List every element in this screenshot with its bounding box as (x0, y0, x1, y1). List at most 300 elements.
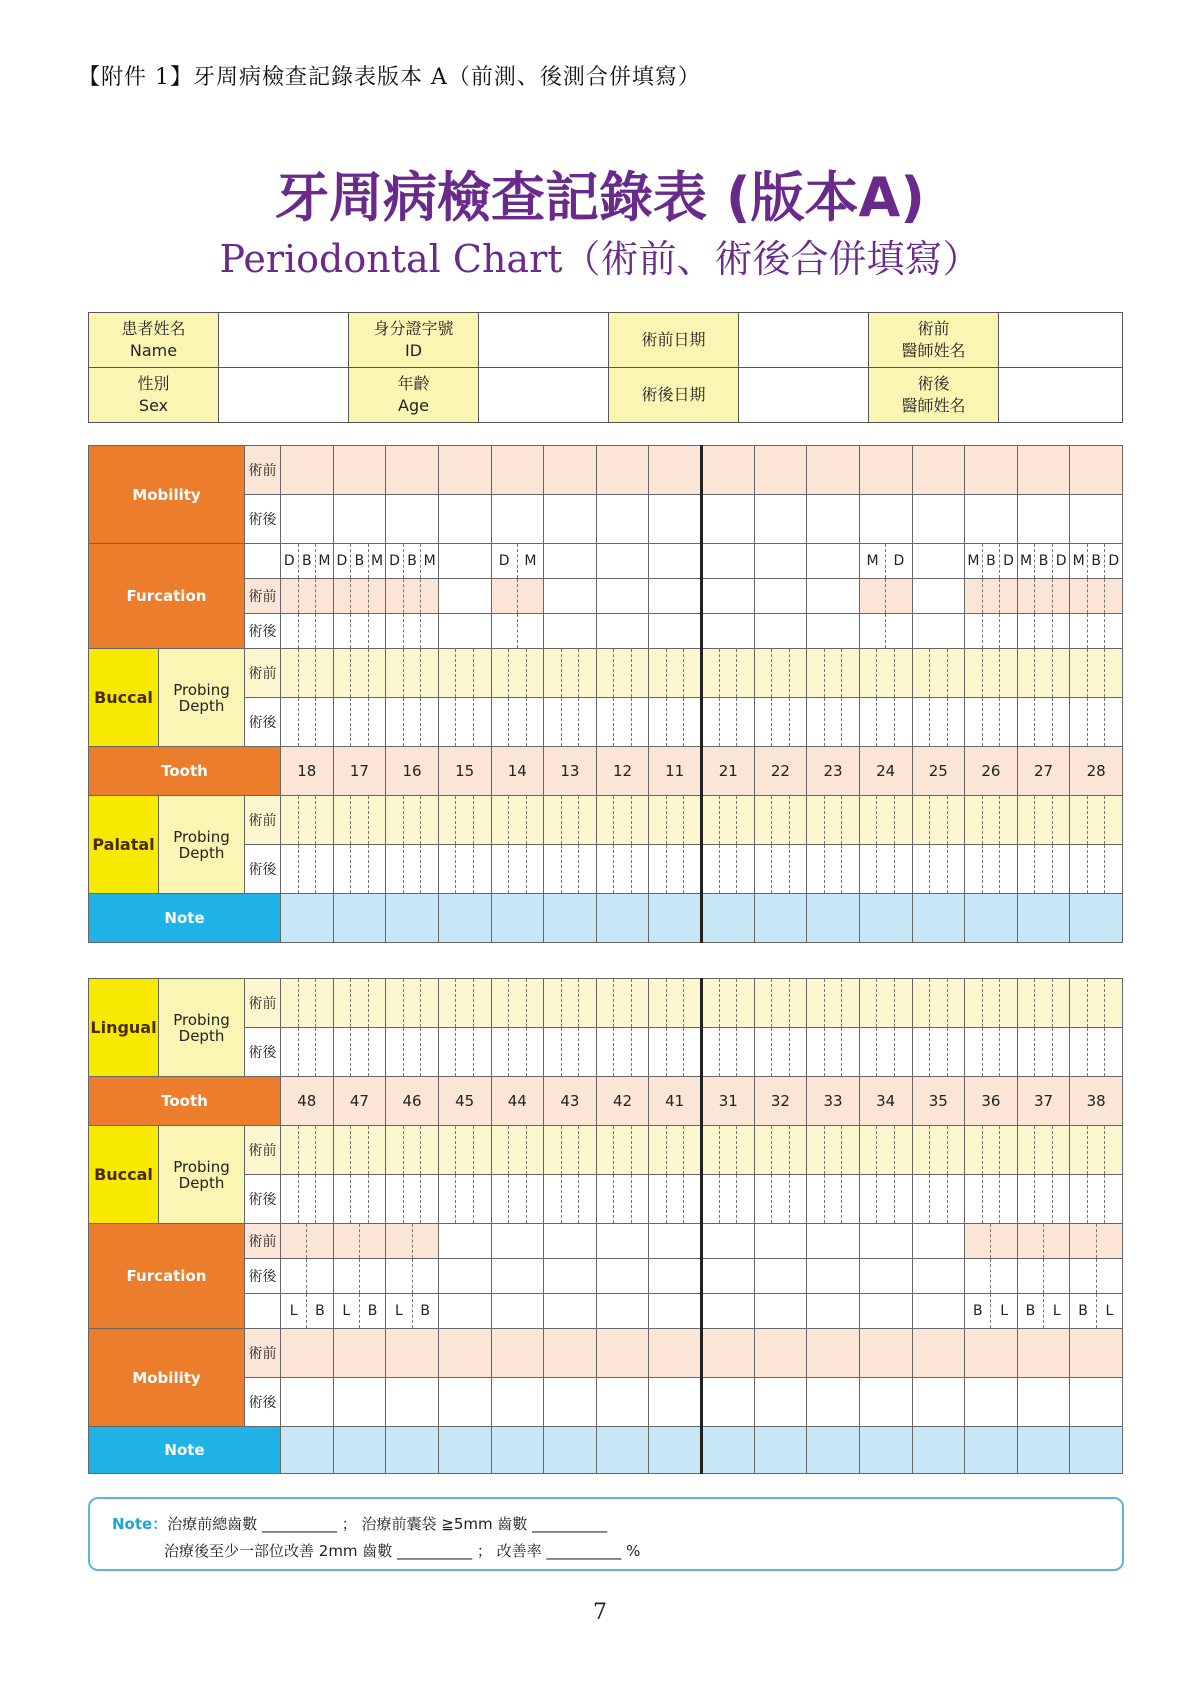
sub-cell[interactable] (1053, 1126, 1070, 1174)
sub-cell[interactable] (404, 579, 422, 613)
lower-mobility-post-cell[interactable] (491, 1378, 544, 1427)
sub-cell[interactable] (579, 1126, 596, 1174)
sub-cell[interactable] (948, 979, 965, 1027)
sub-cell[interactable] (474, 698, 491, 746)
lower-furcation-pre-cell[interactable] (386, 1224, 439, 1259)
sub-cell[interactable] (983, 845, 1001, 893)
upper-buccal-post-cell[interactable] (1070, 698, 1123, 747)
sub-cell[interactable] (492, 1126, 510, 1174)
sub-cell[interactable] (614, 845, 632, 893)
upper-palatal-post-cell[interactable] (912, 845, 965, 894)
sub-cell[interactable] (386, 1224, 412, 1258)
sub-cell[interactable] (772, 845, 790, 893)
sub-cell[interactable] (492, 1028, 510, 1076)
sub-cell[interactable] (492, 579, 518, 613)
lower-lingual-pre-cell[interactable] (544, 979, 597, 1028)
sub-cell[interactable] (421, 1028, 438, 1076)
sub-cell[interactable] (597, 1028, 615, 1076)
sub-cell[interactable] (334, 1126, 352, 1174)
sub-cell[interactable] (1018, 796, 1036, 844)
sub-cell[interactable] (877, 649, 895, 697)
sub-cell[interactable] (316, 698, 333, 746)
sub-cell[interactable] (579, 698, 596, 746)
sub-cell[interactable] (614, 1126, 632, 1174)
sub-cell[interactable] (614, 979, 632, 1027)
sub-cell[interactable] (334, 698, 352, 746)
sub-cell[interactable] (1070, 1126, 1088, 1174)
sub-cell[interactable] (1070, 845, 1088, 893)
sub-cell[interactable] (1105, 649, 1122, 697)
sub-cell[interactable] (755, 845, 773, 893)
sub-cell[interactable] (649, 698, 666, 746)
lower-buccal-pre-cell[interactable] (965, 1126, 1018, 1175)
sub-cell[interactable] (737, 1028, 753, 1076)
sub-cell[interactable] (1053, 614, 1070, 648)
sub-cell[interactable] (1070, 796, 1088, 844)
lower-furcation-pre-cell[interactable] (281, 1224, 334, 1259)
sub-cell[interactable] (334, 1224, 360, 1258)
upper-note-cell[interactable] (1017, 894, 1070, 943)
sub-cell[interactable] (684, 1126, 700, 1174)
sub-cell[interactable] (755, 1175, 773, 1223)
sub-cell[interactable]: B (965, 1294, 991, 1328)
upper-furcation-post-cell[interactable] (1070, 614, 1123, 649)
sub-cell[interactable] (386, 1259, 412, 1293)
lower-mobility-pre-cell[interactable] (544, 1329, 597, 1378)
sub-cell[interactable]: L (386, 1294, 412, 1328)
sub-cell[interactable]: B (1088, 544, 1106, 578)
upper-mobility-post-cell[interactable] (438, 495, 491, 544)
sub-cell[interactable] (948, 1126, 965, 1174)
sub-cell[interactable] (930, 1175, 948, 1223)
lower-furcation-post-cell[interactable] (1070, 1259, 1123, 1294)
sub-cell[interactable] (703, 1175, 720, 1223)
sub-cell[interactable] (913, 649, 931, 697)
sub-cell[interactable] (842, 649, 859, 697)
sub-cell[interactable] (1035, 649, 1053, 697)
sub-cell[interactable] (597, 1126, 615, 1174)
sub-cell[interactable] (544, 845, 562, 893)
lower-mobility-post-cell[interactable] (1070, 1378, 1123, 1427)
sub-cell[interactable] (369, 845, 386, 893)
sub-cell[interactable] (518, 614, 543, 648)
sub-cell[interactable] (684, 796, 700, 844)
upper-note-cell[interactable] (596, 894, 649, 943)
sub-cell[interactable] (1105, 979, 1122, 1027)
sub-cell[interactable] (456, 1028, 474, 1076)
upper-furcation-pre-cell[interactable] (859, 579, 912, 614)
upper-buccal-pre-cell[interactable] (1017, 649, 1070, 698)
sub-cell[interactable] (351, 1175, 369, 1223)
sub-cell[interactable] (299, 1175, 317, 1223)
sub-cell[interactable]: D (492, 544, 518, 578)
sub-cell[interactable] (842, 1175, 859, 1223)
sub-cell[interactable] (772, 1175, 790, 1223)
upper-note-cell[interactable] (281, 894, 334, 943)
upper-palatal-pre-cell[interactable] (965, 796, 1018, 845)
sub-cell[interactable] (474, 649, 491, 697)
sub-cell[interactable] (1035, 845, 1053, 893)
lower-buccal-pre-cell[interactable] (1017, 1126, 1070, 1175)
sub-cell[interactable] (737, 1175, 753, 1223)
sub-cell[interactable] (1018, 845, 1036, 893)
lower-buccal-pre-cell[interactable] (491, 1126, 544, 1175)
lower-furcation-post-cell[interactable] (386, 1259, 439, 1294)
sub-cell[interactable] (1053, 979, 1070, 1027)
sub-cell[interactable] (825, 1175, 843, 1223)
sub-cell[interactable] (281, 698, 299, 746)
sub-cell[interactable] (316, 1126, 333, 1174)
sub-cell[interactable] (983, 1126, 1001, 1174)
upper-palatal-pre-cell[interactable] (807, 796, 860, 845)
upper-buccal-post-cell[interactable] (333, 698, 386, 747)
sub-cell[interactable]: D (893, 553, 905, 569)
sub-cell[interactable] (720, 1028, 737, 1076)
sub-cell[interactable] (807, 698, 825, 746)
upper-mobility-post-cell[interactable] (333, 495, 386, 544)
sub-cell[interactable] (439, 1028, 457, 1076)
sub-cell[interactable] (930, 979, 948, 1027)
sub-cell[interactable] (755, 649, 773, 697)
sub-cell[interactable] (877, 979, 895, 1027)
sub-cell[interactable] (842, 979, 859, 1027)
sub-cell[interactable] (825, 796, 843, 844)
sub-cell[interactable] (614, 649, 632, 697)
sub-cell[interactable] (703, 698, 720, 746)
sub-cell[interactable]: B (1070, 1294, 1096, 1328)
sub-cell[interactable] (991, 1224, 1016, 1258)
upper-buccal-pre-cell[interactable] (438, 649, 491, 698)
sub-cell[interactable] (281, 1259, 307, 1293)
upper-furcation-post-cell[interactable] (386, 614, 439, 649)
sub-cell[interactable] (316, 579, 333, 613)
sub-cell[interactable] (877, 1126, 895, 1174)
sub-cell[interactable] (860, 845, 878, 893)
sub-cell[interactable] (1097, 1224, 1122, 1258)
upper-buccal-pre-cell[interactable] (965, 649, 1018, 698)
upper-palatal-pre-cell[interactable] (333, 796, 386, 845)
sub-cell[interactable] (413, 1259, 438, 1293)
lower-mobility-post-cell[interactable] (807, 1378, 860, 1427)
upper-note-cell[interactable] (912, 894, 965, 943)
upper-buccal-pre-cell[interactable] (649, 649, 702, 698)
sub-cell[interactable] (597, 845, 615, 893)
sub-cell[interactable] (597, 796, 615, 844)
lower-mobility-post-cell[interactable] (702, 1378, 755, 1427)
sub-cell[interactable] (948, 1028, 965, 1076)
lower-lingual-post-cell[interactable] (596, 1028, 649, 1077)
upper-palatal-post-cell[interactable] (702, 845, 755, 894)
lower-mobility-pre-cell[interactable] (702, 1329, 755, 1378)
post-date-field[interactable] (739, 368, 869, 423)
sub-cell[interactable] (527, 1028, 544, 1076)
lower-buccal-post-cell[interactable] (1017, 1175, 1070, 1224)
upper-palatal-post-cell[interactable] (333, 845, 386, 894)
sub-cell[interactable] (597, 649, 615, 697)
sub-cell[interactable] (281, 1028, 299, 1076)
sub-cell[interactable] (930, 796, 948, 844)
sub-cell[interactable] (807, 1175, 825, 1223)
sub-cell[interactable] (404, 796, 422, 844)
lower-buccal-post-cell[interactable] (859, 1175, 912, 1224)
sub-cell[interactable] (439, 649, 457, 697)
sub-cell[interactable] (1097, 1259, 1122, 1293)
sub-cell[interactable] (930, 1126, 948, 1174)
sub-cell[interactable] (1053, 698, 1070, 746)
sub-cell[interactable] (579, 1028, 596, 1076)
upper-mobility-pre-cell[interactable] (649, 446, 702, 495)
lower-buccal-pre-cell[interactable] (912, 1126, 965, 1175)
sub-cell[interactable] (930, 1028, 948, 1076)
lower-furcation-letters-cell[interactable] (333, 1294, 386, 1329)
upper-mobility-pre-cell[interactable] (544, 446, 597, 495)
upper-palatal-pre-cell[interactable] (596, 796, 649, 845)
lower-mobility-pre-cell[interactable] (438, 1329, 491, 1378)
sub-cell[interactable] (1105, 1175, 1122, 1223)
lower-buccal-pre-cell[interactable] (649, 1126, 702, 1175)
sub-cell[interactable] (1044, 1259, 1069, 1293)
lower-lingual-pre-cell[interactable] (596, 979, 649, 1028)
upper-note-cell[interactable] (807, 894, 860, 943)
sub-cell[interactable] (421, 1175, 438, 1223)
upper-mobility-post-cell[interactable] (386, 495, 439, 544)
sub-cell[interactable] (965, 1224, 991, 1258)
sub-cell[interactable] (456, 979, 474, 1027)
sub-cell[interactable] (316, 614, 333, 648)
sub-cell[interactable] (421, 845, 438, 893)
lower-lingual-pre-cell[interactable] (859, 979, 912, 1028)
sub-cell[interactable] (404, 1126, 422, 1174)
lower-mobility-pre-cell[interactable] (333, 1329, 386, 1378)
lower-furcation-pre-cell[interactable] (333, 1224, 386, 1259)
sub-cell[interactable] (737, 979, 753, 1027)
sub-cell[interactable] (913, 845, 931, 893)
sub-cell[interactable] (1070, 1259, 1096, 1293)
upper-mobility-post-cell[interactable] (859, 495, 912, 544)
sub-cell[interactable] (886, 579, 911, 613)
sub-cell[interactable] (1088, 579, 1106, 613)
sub-cell[interactable] (1018, 1028, 1036, 1076)
sub-cell[interactable] (948, 698, 965, 746)
lower-note-cell[interactable] (544, 1427, 597, 1474)
lower-lingual-post-cell[interactable] (807, 1028, 860, 1077)
lower-mobility-pre-cell[interactable] (1017, 1329, 1070, 1378)
sub-cell[interactable] (492, 614, 518, 648)
upper-mobility-post-cell[interactable] (544, 495, 597, 544)
sub-cell[interactable] (334, 845, 352, 893)
sub-cell[interactable]: L (334, 1294, 360, 1328)
lower-buccal-pre-cell[interactable] (807, 1126, 860, 1175)
lower-buccal-post-cell[interactable] (702, 1175, 755, 1224)
sub-cell[interactable]: M (1070, 544, 1088, 578)
sub-cell[interactable] (299, 1028, 317, 1076)
sub-cell[interactable]: M (524, 553, 537, 569)
lower-buccal-post-cell[interactable] (491, 1175, 544, 1224)
lower-lingual-post-cell[interactable] (965, 1028, 1018, 1077)
upper-furcation-post-cell[interactable] (491, 614, 544, 649)
sub-cell[interactable] (1053, 796, 1070, 844)
sub-cell[interactable]: M (965, 544, 983, 578)
upper-palatal-post-cell[interactable] (386, 845, 439, 894)
sub-cell[interactable] (632, 979, 649, 1027)
upper-furcation-letters-cell[interactable] (333, 544, 386, 579)
sub-cell[interactable] (632, 698, 649, 746)
upper-buccal-post-cell[interactable] (807, 698, 860, 747)
sub-cell[interactable] (930, 845, 948, 893)
sub-cell[interactable] (1070, 579, 1088, 613)
upper-mobility-pre-cell[interactable] (859, 446, 912, 495)
sub-cell[interactable] (360, 1224, 385, 1258)
lower-buccal-post-cell[interactable] (754, 1175, 807, 1224)
upper-buccal-post-cell[interactable] (386, 698, 439, 747)
upper-furcation-pre-cell[interactable] (1017, 579, 1070, 614)
sub-cell[interactable] (649, 845, 666, 893)
sub-cell[interactable] (930, 649, 948, 697)
sub-cell[interactable] (948, 1175, 965, 1223)
sub-cell[interactable]: D (1003, 553, 1014, 569)
sub-cell[interactable] (281, 979, 299, 1027)
sub-cell[interactable] (1088, 1175, 1106, 1223)
sub-cell[interactable] (281, 1224, 307, 1258)
sub-cell[interactable] (860, 796, 878, 844)
upper-note-cell[interactable] (965, 894, 1018, 943)
sub-cell[interactable] (667, 698, 684, 746)
sub-cell[interactable] (632, 1126, 649, 1174)
sub-cell[interactable] (562, 649, 580, 697)
upper-palatal-pre-cell[interactable] (438, 796, 491, 845)
lower-furcation-post-cell[interactable] (281, 1259, 334, 1294)
lower-lingual-post-cell[interactable] (649, 1028, 702, 1077)
sub-cell[interactable] (1018, 1175, 1036, 1223)
lower-mobility-post-cell[interactable] (912, 1378, 965, 1427)
sub-cell[interactable] (386, 1028, 404, 1076)
lower-lingual-pre-cell[interactable] (281, 979, 334, 1028)
sub-cell[interactable] (807, 796, 825, 844)
sub-cell[interactable] (1088, 614, 1106, 648)
upper-buccal-post-cell[interactable] (912, 698, 965, 747)
lower-note-cell[interactable] (1070, 1427, 1123, 1474)
sub-cell[interactable] (474, 1028, 491, 1076)
sub-cell[interactable] (684, 1175, 700, 1223)
lower-buccal-pre-cell[interactable] (281, 1126, 334, 1175)
upper-buccal-pre-cell[interactable] (596, 649, 649, 698)
upper-furcation-post-cell[interactable] (965, 614, 1018, 649)
sub-cell[interactable] (667, 796, 684, 844)
lower-note-cell[interactable] (1017, 1427, 1070, 1474)
sub-cell[interactable] (351, 649, 369, 697)
sub-cell[interactable] (492, 649, 510, 697)
lower-buccal-post-cell[interactable] (281, 1175, 334, 1224)
sub-cell[interactable] (1053, 845, 1070, 893)
upper-palatal-post-cell[interactable] (281, 845, 334, 894)
sub-cell[interactable] (913, 1175, 931, 1223)
upper-mobility-post-cell[interactable] (491, 495, 544, 544)
upper-buccal-post-cell[interactable] (281, 698, 334, 747)
sub-cell[interactable] (1000, 698, 1017, 746)
sub-cell[interactable] (632, 649, 649, 697)
lower-mobility-pre-cell[interactable] (754, 1329, 807, 1378)
upper-palatal-pre-cell[interactable] (702, 796, 755, 845)
sub-cell[interactable] (509, 1028, 527, 1076)
lower-furcation-letters-cell[interactable] (1017, 1294, 1070, 1329)
lower-furcation-letters-cell[interactable] (386, 1294, 439, 1329)
upper-note-cell[interactable] (1070, 894, 1123, 943)
upper-palatal-post-cell[interactable] (649, 845, 702, 894)
sub-cell[interactable] (509, 1126, 527, 1174)
upper-furcation-pre-cell[interactable] (386, 579, 439, 614)
sub-cell[interactable]: B (1035, 544, 1053, 578)
sub-cell[interactable] (895, 1028, 912, 1076)
upper-buccal-pre-cell[interactable] (544, 649, 597, 698)
upper-mobility-post-cell[interactable] (1017, 495, 1070, 544)
sub-cell[interactable] (1000, 1126, 1017, 1174)
sub-cell[interactable] (1070, 1175, 1088, 1223)
lower-buccal-post-cell[interactable] (912, 1175, 965, 1224)
sub-cell[interactable]: M (423, 553, 436, 569)
sub-cell[interactable] (1070, 1028, 1088, 1076)
upper-buccal-pre-cell[interactable] (859, 649, 912, 698)
upper-furcation-post-cell[interactable] (1017, 614, 1070, 649)
lower-mobility-post-cell[interactable] (1017, 1378, 1070, 1427)
sub-cell[interactable] (299, 796, 317, 844)
sub-cell[interactable] (421, 796, 438, 844)
sub-cell[interactable] (404, 1028, 422, 1076)
sub-cell[interactable] (439, 698, 457, 746)
sub-cell[interactable] (369, 1028, 386, 1076)
sub-cell[interactable] (369, 979, 386, 1027)
upper-note-cell[interactable] (491, 894, 544, 943)
lower-mobility-pre-cell[interactable] (649, 1329, 702, 1378)
lower-note-cell[interactable] (912, 1427, 965, 1474)
sub-cell[interactable] (1018, 1259, 1044, 1293)
sub-cell[interactable]: L (281, 1294, 307, 1328)
lower-mobility-pre-cell[interactable] (807, 1329, 860, 1378)
sub-cell[interactable] (1035, 614, 1053, 648)
sub-cell[interactable] (790, 1175, 807, 1223)
sub-cell[interactable] (492, 1175, 510, 1223)
upper-palatal-post-cell[interactable] (491, 845, 544, 894)
sub-cell[interactable] (842, 698, 859, 746)
upper-buccal-pre-cell[interactable] (1070, 649, 1123, 698)
lower-lingual-pre-cell[interactable] (807, 979, 860, 1028)
sub-cell[interactable] (825, 1126, 843, 1174)
sub-cell[interactable] (544, 1175, 562, 1223)
sub-cell[interactable] (877, 1175, 895, 1223)
sub-cell[interactable] (1000, 1028, 1017, 1076)
lower-mobility-post-cell[interactable] (754, 1378, 807, 1427)
lower-lingual-post-cell[interactable] (702, 1028, 755, 1077)
upper-palatal-post-cell[interactable] (754, 845, 807, 894)
lower-furcation-letters-cell[interactable] (281, 1294, 334, 1329)
lower-buccal-pre-cell[interactable] (754, 1126, 807, 1175)
sub-cell[interactable] (527, 649, 544, 697)
sub-cell[interactable] (351, 1028, 369, 1076)
lower-mobility-post-cell[interactable] (281, 1378, 334, 1427)
lower-note-cell[interactable] (807, 1427, 860, 1474)
sub-cell[interactable] (983, 698, 1001, 746)
sub-cell[interactable] (703, 979, 720, 1027)
sub-cell[interactable] (281, 579, 299, 613)
sub-cell[interactable] (299, 845, 317, 893)
upper-palatal-post-cell[interactable] (807, 845, 860, 894)
upper-buccal-pre-cell[interactable] (491, 649, 544, 698)
sub-cell[interactable] (772, 698, 790, 746)
sub-cell[interactable] (509, 796, 527, 844)
sub-cell[interactable] (474, 845, 491, 893)
lower-buccal-pre-cell[interactable] (1070, 1126, 1123, 1175)
sub-cell[interactable] (456, 1175, 474, 1223)
sub-cell[interactable] (562, 796, 580, 844)
